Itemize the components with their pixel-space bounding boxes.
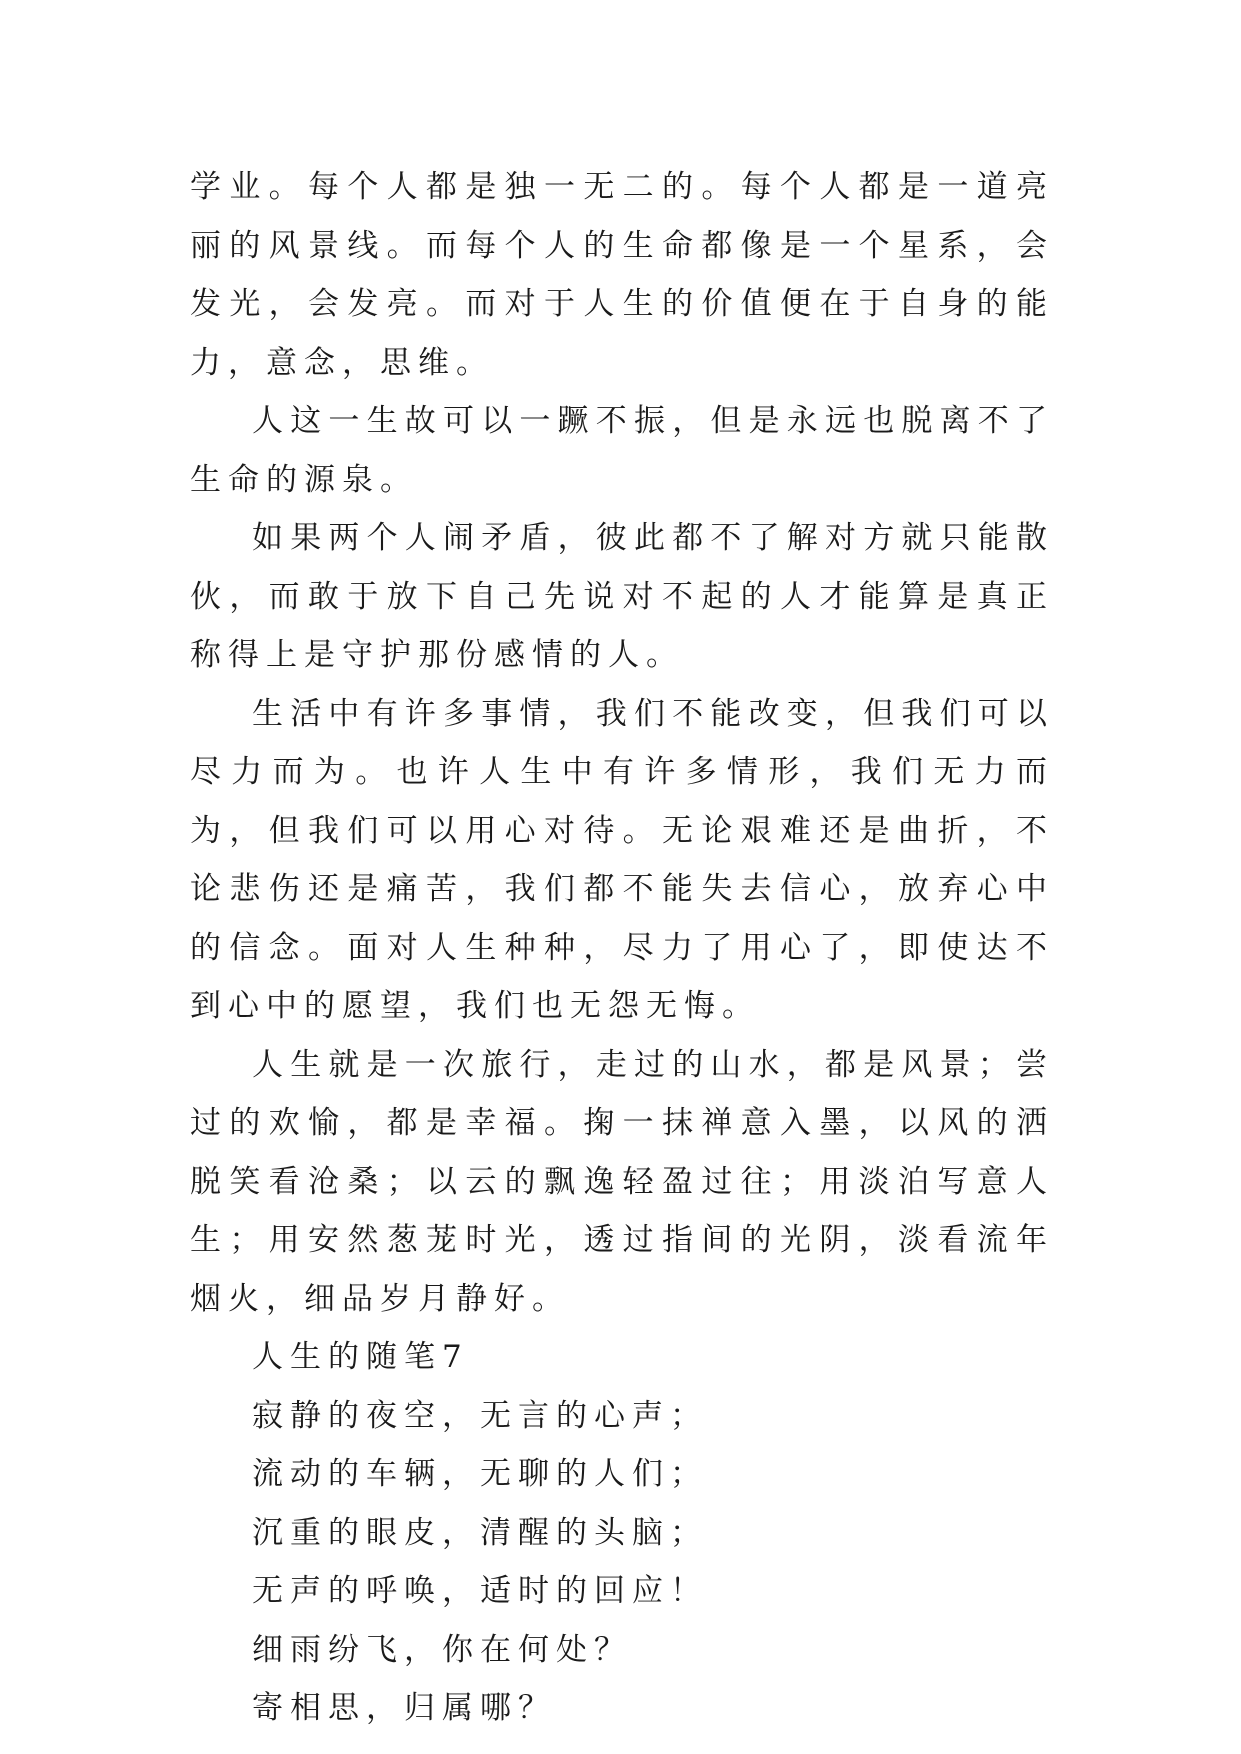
paragraph: 人生就是一次旅行，走过的山水，都是风景；尝过的欢愉，都是幸福。掬一抹禅意入墨，以风的洒脱笑看沧桑；以云的飘逸轻盈过往；用淡泊写意人生；用安然葱茏时光，透过指间的光阴，淡看流年烟火，细品岁月静好。 [190,1046,1054,1317]
paragraph: 人这一生故可以一蹶不振，但是永远也脱离不了生命的源泉。 [190,403,1054,498]
poem-line: 细雨纷飞，你在何处？ [252,1631,632,1668]
document-body [190,158,1054,1738]
poem-line: 沉重的眼皮，清醒的头脑； [252,1514,708,1551]
poem-line: 无声的呼唤，适时的回应！ [252,1573,708,1609]
poem-line: 寄相思，归属哪？ [252,1690,556,1726]
paragraph: 如果两个人闹矛盾，彼此都不了解对方就只能散伙，而敢于放下自己先说对不起的人才能算是真正称得上是守护那份感情的人。 [190,520,1054,673]
paragraph: 生活中有许多事情，我们不能改变，但我们可以尽力而为。也许人生中有许多情形，我们无力而为，但我们可以用心对待。无论艰难还是曲折，不论悲伤还是痛苦，我们都不能失去信心，放弃心中的信念。面对人生种种，尽力了用心了，即使达不到心中的愿望，我们也无怨无悔。 [190,695,1054,1024]
poem-line: 流动的车辆，无聊的人们； [252,1456,708,1492]
essay-heading: 人生的随笔7 [252,1339,469,1375]
poem-line: 寂静的夜空，无言的心声； [252,1397,708,1434]
paragraph-continued: 学业。每个人都是独一无二的。每个人都是一道亮丽的风景线。而每个人的生命都像是一个星系，会发光，会发亮。而对于人生的价值便在于自身的能力，意念，思维。 [190,169,1054,381]
